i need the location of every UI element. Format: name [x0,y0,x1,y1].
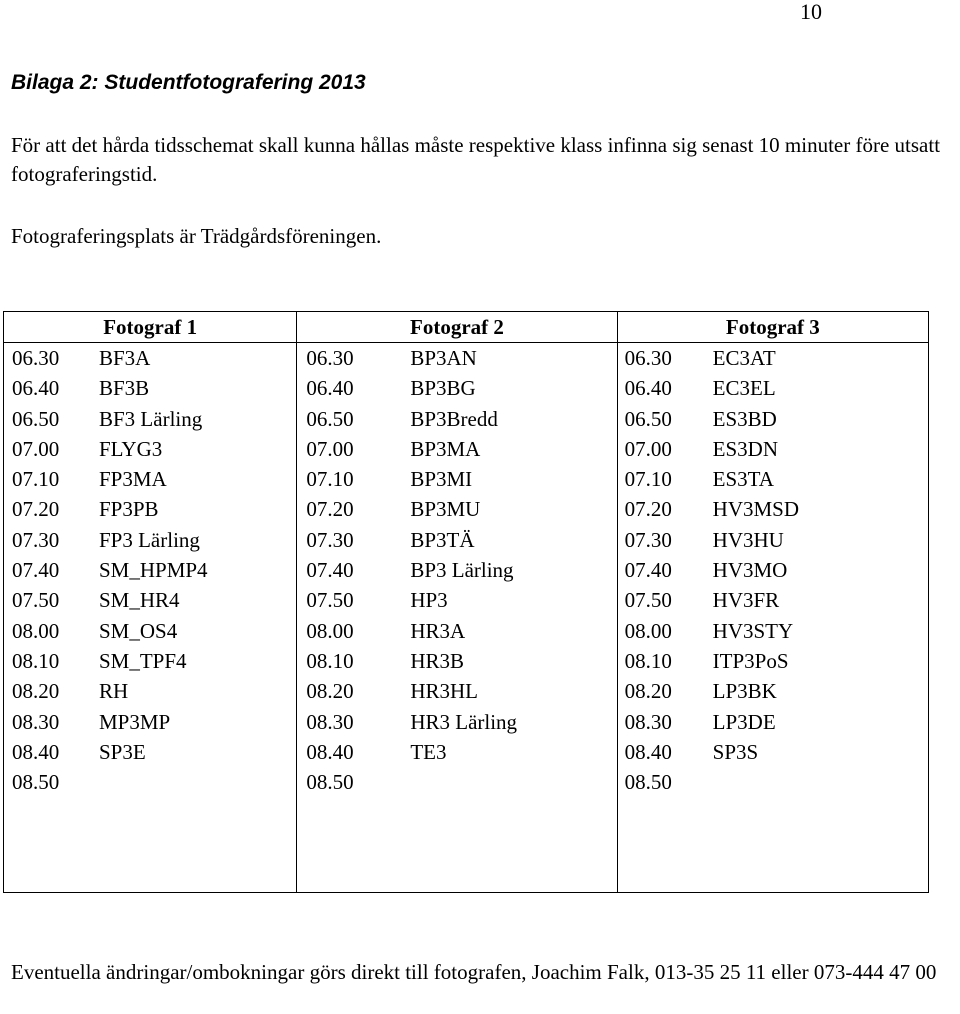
slot-class: BP3 Lärling [410,558,514,583]
slot-class: BP3AN [410,346,477,370]
header-photographer-3: Fotograf 3 [617,312,928,343]
photographer-1-slots [4,343,297,893]
slot-class: HV3HU [712,527,784,552]
schedule-slot [618,343,928,373]
schedule-slot [4,646,296,676]
slot-class: FP3PB [99,497,159,522]
schedule-slot [297,525,616,555]
page-heading: Bilaga 2: Studentfotografering 2013 [11,71,366,94]
slot-time: 06.30 [306,346,354,370]
slot-class: HV3STY [712,618,794,643]
slot-time: 08.50 [306,770,354,795]
slot-time: 08.20 [624,679,672,704]
slot-class: BP3MU [410,497,481,522]
schedule-slot [297,646,616,676]
schedule-body-row [4,343,929,893]
schedule-slot [297,676,616,706]
header-photographer-2: Fotograf 2 [297,312,617,343]
schedule-slot [618,464,928,494]
slot-time: 07.10 [12,467,60,492]
slot-class: ES3TA [712,467,774,492]
schedule-slot [618,373,928,403]
schedule-slot [4,343,296,373]
slot-time: 06.40 [624,376,672,401]
slot-class: HR3HL [410,679,478,704]
slot-time: 07.20 [12,497,60,522]
schedule-slot [4,737,296,767]
slot-class: BF3B [99,376,150,401]
slot-class: HR3A [410,618,466,643]
schedule-slot [4,585,296,615]
slot-class: SM_HR4 [99,588,180,613]
slot-class: ES3BD [712,406,777,431]
slot-time: 06.40 [12,376,60,401]
slot-time: 08.50 [12,770,60,795]
photo-schedule-table [3,311,929,893]
slot-time: 07.50 [306,588,354,613]
schedule-slot [297,464,616,494]
slot-time: 06.50 [624,406,672,431]
slot-time: 07.10 [624,467,672,492]
schedule-slot [297,494,616,524]
schedule-slot [618,737,928,767]
slot-time: 07.20 [624,497,672,522]
slot-time: 08.10 [624,648,672,673]
slot-class: BF3 Lärling [99,406,203,431]
schedule-slot [4,404,296,434]
slot-time: 08.30 [12,709,60,734]
slot-class: BP3MA [410,436,481,461]
slot-time: 08.30 [624,709,672,734]
slot-class: FP3MA [99,467,167,492]
schedule-slot [4,525,296,555]
slot-time: 08.00 [306,618,354,643]
slot-class: HP3 [410,588,448,613]
slot-time: 08.00 [12,618,60,643]
slot-class: HV3MSD [712,497,800,522]
schedule-slot [4,373,296,403]
slot-class: HV3MO [712,558,788,583]
slot-time: 06.50 [306,406,354,431]
schedule-slot [297,434,616,464]
slot-time: 08.40 [12,739,60,764]
slot-time: 06.30 [12,346,60,370]
schedule-slot [618,494,928,524]
schedule-header-row [4,312,929,343]
slot-time: 07.20 [306,497,354,522]
slot-class: ES3DN [712,436,778,461]
slot-time: 07.40 [12,558,60,583]
slot-time: 06.50 [12,406,60,431]
slot-class: BP3MI [410,467,473,492]
slot-time: 07.00 [12,436,60,461]
schedule-slot [297,343,616,373]
slot-class: FP3 Lärling [99,527,200,552]
header-photographer-1: Fotograf 1 [4,312,297,343]
location-paragraph: Fotograferingsplats är Trädgårdsföreningen. [11,224,382,248]
slot-time: 07.50 [12,588,60,613]
schedule-slot [297,373,616,403]
schedule-slot [297,555,616,585]
slot-class: EC3AT [712,346,776,370]
slot-time: 07.10 [306,467,354,492]
schedule-slot [4,464,296,494]
slot-class: EC3EL [712,376,776,401]
photographer-3-slots [617,343,928,893]
schedule-slot [4,767,296,797]
slot-class: LP3DE [712,709,776,734]
schedule-slot [297,404,616,434]
slot-time: 08.20 [12,679,60,704]
slot-class: ITP3PoS [712,648,789,673]
schedule-slot [618,767,928,797]
page-number: 10 [800,0,822,24]
slot-time: 08.40 [624,739,672,764]
schedule-slot [618,646,928,676]
schedule-slot [618,585,928,615]
slot-time: 08.20 [306,679,354,704]
schedule-slot [4,707,296,737]
slot-time: 07.40 [306,558,354,583]
slot-class: SP3S [712,739,759,764]
slot-time: 08.40 [306,739,354,764]
footer-note: Eventuella ändringar/ombokningar görs direkt till fotografen, Joachim Falk, 013-35 25 11 eller 073-444 47 00 [11,960,937,984]
schedule-slot [4,555,296,585]
slot-class: SM_OS4 [99,618,178,643]
schedule-slot [618,676,928,706]
slot-time: 07.30 [12,527,60,552]
slot-time: 08.00 [624,618,672,643]
slot-class: HR3 Lärling [410,709,518,734]
slot-class: BP3BG [410,376,476,401]
schedule-slot [297,707,616,737]
slot-time: 08.30 [306,709,354,734]
slot-class: RH [99,679,129,704]
slot-class: TE3 [410,739,447,764]
slot-class: BF3A [99,346,151,370]
schedule-slot [297,616,616,646]
slot-time: 07.30 [306,527,354,552]
schedule-slot [4,494,296,524]
slot-time: 08.10 [12,648,60,673]
slot-time: 07.50 [624,588,672,613]
schedule-slot [618,555,928,585]
slot-time: 08.10 [306,648,354,673]
schedule-slot [618,616,928,646]
slot-time: 08.50 [624,770,672,795]
slot-time: 06.30 [624,346,672,370]
slot-class: SM_HPMP4 [99,558,208,583]
schedule-slot [297,767,616,797]
slot-time: 06.40 [306,376,354,401]
slot-class: SM_TPF4 [99,648,187,673]
schedule-slot [297,585,616,615]
schedule-slot [618,404,928,434]
slot-class: HV3FR [712,588,780,613]
schedule-slot [4,616,296,646]
slot-class: SP3E [99,739,146,764]
slot-time: 07.00 [306,436,354,461]
intro-paragraph: För att det hårda tidsschemat skall kunna hållas måste respektive klass infinna sig senast 10 minuter före utsatt fotograferingstid. [11,133,941,186]
slot-time: 07.40 [624,558,672,583]
slot-class: BP3TÄ [410,527,475,552]
slot-class: MP3MP [99,709,171,734]
schedule-slot [618,525,928,555]
schedule-slot [618,434,928,464]
schedule-slot [618,707,928,737]
schedule-slot [297,737,616,767]
photographer-2-slots [297,343,617,893]
slot-class: HR3B [410,648,464,673]
schedule-slot [4,676,296,706]
slot-class: FLYG3 [99,436,163,461]
schedule-slot [4,434,296,464]
slot-time: 07.00 [624,436,672,461]
slot-class: LP3BK [712,679,777,704]
slot-class: BP3Bredd [410,406,498,431]
slot-time: 07.30 [624,527,672,552]
